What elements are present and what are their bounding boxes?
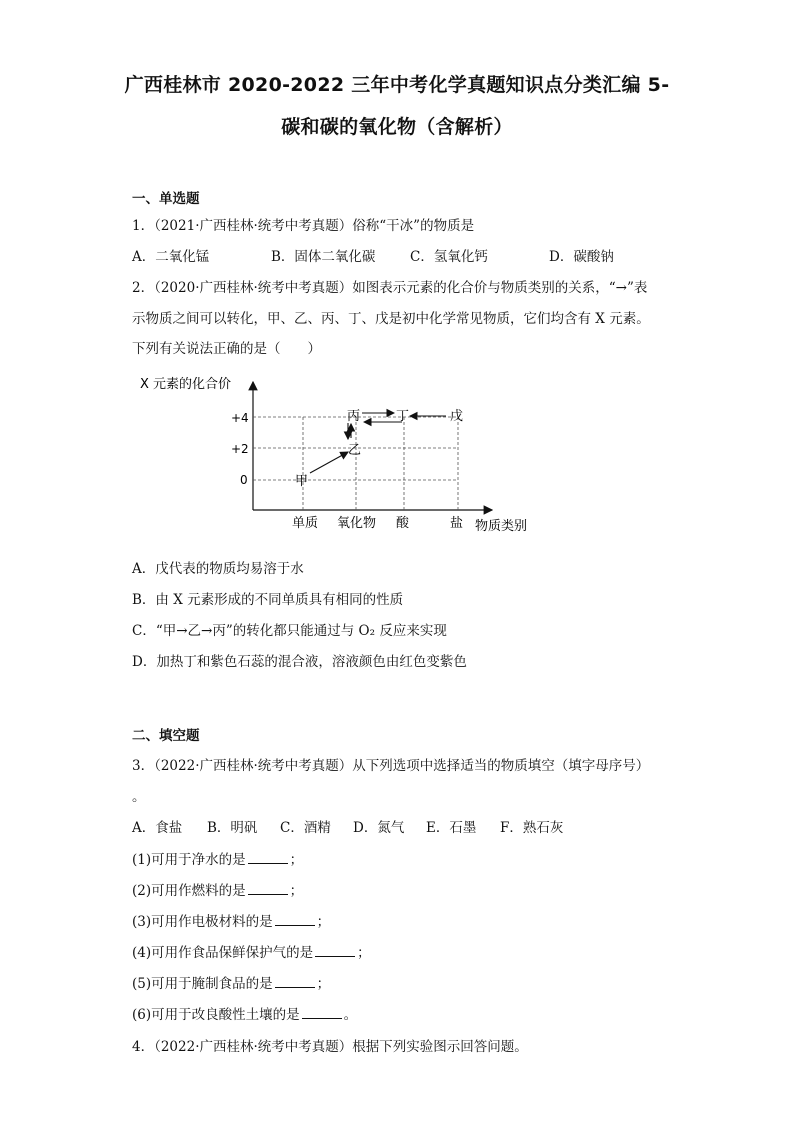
- q3-item-1-text: (1)可用于净水的是: [132, 852, 246, 868]
- q3-item-4-text: (4)可用作食品保鲜保护气的是: [132, 945, 314, 961]
- section-heading-single-choice: 一、单选题: [132, 191, 200, 207]
- x-tick-danzhi: 单质: [292, 516, 319, 531]
- q1-option-a: A．二氧化锰: [132, 249, 210, 265]
- q3-item-6-end: 。: [343, 1007, 358, 1023]
- q3-item-4-blank[interactable]: [315, 944, 355, 957]
- document-title-line1: 广西桂林市 2020-2022 三年中考化学真题知识点分类汇编 5-: [124, 74, 670, 96]
- point-ding: 丁: [396, 409, 410, 424]
- point-jia: 甲: [295, 474, 309, 489]
- q2-option-c: C．“甲→乙→丙”的转化都只能通过与 O₂ 反应来实现: [132, 623, 447, 639]
- q1-option-d: D．碳酸钠: [549, 249, 614, 265]
- q1-stem: 1．（2021·广西桂林·统考中考真题）俗称“干冰”的物质是: [132, 218, 475, 234]
- q3-item-5-end: ；: [316, 976, 331, 992]
- q3-item-2-blank[interactable]: [248, 882, 288, 895]
- q3-item-6: [132, 1003, 357, 1023]
- q3-item-4-end: ；: [357, 945, 371, 961]
- y-tick-zero: 0: [240, 473, 248, 487]
- section-heading-fill-in: 二、填空题: [132, 728, 200, 744]
- point-bing: 丙: [347, 409, 361, 424]
- q1-option-b: B．固体二氧化碳: [271, 249, 376, 265]
- q2-stem-line1: 2．（2020·广西桂林·统考中考真题）如图表示元素的化合价与物质类别的关系，“→”表: [132, 280, 648, 296]
- q3-option-c: C．酒精: [280, 820, 331, 836]
- y-tick-plus4: +4: [231, 411, 249, 425]
- document-title-line2: 碳和碳的氧化物（含解析）: [281, 116, 513, 138]
- figure-xlabel: 物质类别: [475, 519, 528, 534]
- q3-item-4: [132, 941, 371, 961]
- q3-item-3-text: (3)可用作电极材料的是: [132, 914, 273, 930]
- arrow-jia-to-yi: [310, 452, 348, 473]
- q3-item-3: [132, 910, 330, 930]
- q3-item-6-blank[interactable]: [302, 1006, 342, 1019]
- figure-ylabel: X 元素的化合价: [140, 377, 232, 392]
- point-yi: 乙: [348, 443, 362, 458]
- q3-item-3-blank[interactable]: [275, 913, 315, 926]
- point-wu: 戊: [450, 409, 464, 424]
- y-tick-plus2: +2: [231, 442, 249, 456]
- valence-category-figure: [120, 370, 550, 540]
- q3-item-2: [132, 879, 303, 899]
- q3-item-5-text: (5)可用于腌制食品的是: [132, 976, 273, 992]
- q2-option-d: D．加热丁和紫色石蕊的混合液，溶液颜色由红色变紫色: [132, 654, 467, 670]
- q2-option-b: B．由 X 元素形成的不同单质具有相同的性质: [132, 592, 404, 608]
- q3-item-2-text: (2)可用作燃料的是: [132, 883, 246, 899]
- q3-item-2-end: ；: [289, 883, 304, 899]
- x-tick-suan: 酸: [396, 516, 410, 531]
- q2-stem-line2: 示物质之间可以转化，甲、乙、丙、丁、戊是初中化学常见物质，它们均含有 X 元素。: [132, 311, 650, 327]
- q2-option-a: A．戊代表的物质均易溶于水: [132, 561, 304, 577]
- x-tick-yan: 盐: [450, 516, 464, 531]
- q3-item-1-blank[interactable]: [248, 851, 288, 864]
- q3-option-e: E．石墨: [426, 820, 477, 836]
- q3-item-5: [132, 972, 330, 992]
- q3-stem-line2: 。: [132, 789, 146, 805]
- q3-item-1: [132, 848, 303, 868]
- q3-item-3-end: ；: [316, 914, 331, 930]
- x-tick-yanghuawu: 氧化物: [337, 516, 377, 531]
- q1-option-c: C．氢氧化钙: [410, 249, 488, 265]
- q4-stem: 4．（2022·广西桂林·统考中考真题）根据下列实验图示回答问题。: [132, 1039, 528, 1055]
- q3-item-6-text: (6)可用于改良酸性土壤的是: [132, 1007, 300, 1023]
- q3-option-d: D．氮气: [353, 820, 405, 836]
- q2-stem-line3: 下列有关说法正确的是（ ）: [132, 341, 321, 357]
- q3-stem-line1: 3．（2022·广西桂林·统考中考真题）从下列选项中选择适当的物质填空（填字母序号）: [132, 758, 650, 774]
- q3-option-f: F．熟石灰: [500, 820, 564, 836]
- q3-option-b: B．明矾: [207, 820, 258, 836]
- q3-option-a: A．食盐: [132, 820, 183, 836]
- q3-item-1-end: ；: [289, 852, 304, 868]
- q3-item-5-blank[interactable]: [275, 975, 315, 988]
